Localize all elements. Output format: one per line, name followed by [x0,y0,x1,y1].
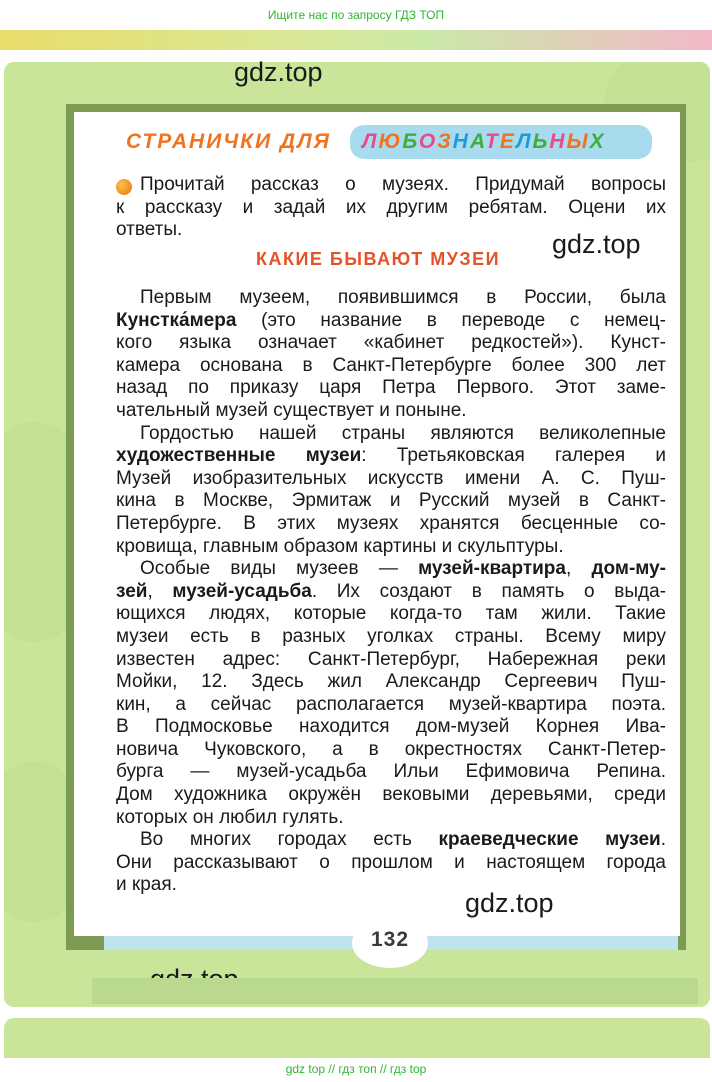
header-letter: Ы [566,130,590,153]
story-fragment: известен адрес: Санкт-Петербург, Набережная реки [116,648,666,670]
story-fragment: . [660,829,666,851]
section-header [126,125,666,159]
story-line [116,558,666,581]
story-fragment: кин, а сейчас располагается музей-квартира поэта. [116,693,666,715]
bottom-green-band [92,978,698,1004]
story-line [116,513,666,536]
header-letter: Х [589,130,606,153]
story-line [116,468,666,491]
bold-term: Кунстка́мера [116,309,237,331]
story-fragment: Мойки, 12. Здесь жил Александр Сергеевич Пуш- [116,671,666,693]
story-fragment: Во многих городах есть [140,829,439,851]
task-line: Прочитай рассказ о музеях. Придумай вопросы [140,174,666,195]
story-line [116,716,666,739]
story-fragment: Особые виды музеев — [140,558,419,580]
story-line [116,490,666,513]
story-fragment: Гордостью нашей страны являются великолепные [140,422,666,444]
story-line [116,377,666,400]
next-page-edge [4,1018,710,1058]
story-text [116,287,666,897]
header-letter: Т [484,130,500,153]
story-fragment: (это название в переводе с немец- [236,309,666,331]
story-line [116,829,666,852]
header-letter: Ю [378,130,403,153]
story-line [116,603,666,626]
story-fragment: ющихся людях, которые когда-то там жили. Такие [116,603,666,625]
task-line: к рассказу и задай их другим ребятам. Оцени их [116,196,666,218]
story-line [116,852,666,875]
bold-term: зей [116,580,148,602]
story-line [116,807,666,830]
bold-term: краеведческие музеи [438,829,661,851]
bold-term: музей-усадьба [172,580,312,602]
story-line [116,874,666,897]
header-letter: О [418,130,438,153]
story-fragment: и края. [116,874,177,896]
story-line [116,694,666,717]
bold-term: музей-квартира [418,558,566,580]
story-fragment: назад по приказу царя Петра Первого. Этот заме- [116,377,666,399]
story-line [116,445,666,468]
story-fragment: музеи есть в разных уголках страны. Всему миру [116,625,666,647]
task-line: ответы. [116,219,183,240]
header-part1: СТРАНИЧКИ ДЛЯ [126,130,331,153]
header-letter: Б [402,130,419,153]
header-letter: Н [452,130,470,153]
footer [0,1058,712,1082]
story-fragment: Дом художника окружён вековыми деревьями, среди [116,784,666,806]
story-line [116,761,666,784]
story-line [116,784,666,807]
header-letter: З [437,130,453,153]
story-line [116,287,666,310]
story-line [116,649,666,672]
decorative-strip [0,30,712,50]
header-letter: Л [516,130,533,153]
orange-bullet-icon [116,179,132,195]
header-letter: Н [549,130,567,153]
story-line [116,626,666,649]
story-line [116,355,666,378]
story-fragment: бурга — музей-усадьба Ильи Ефимовича Репина. [116,761,666,783]
story-title: КАКИЕ БЫВАЮТ МУЗЕИ [256,249,501,269]
top-banner-text: Ищите нас по запросу ГДЗ ТОП [267,8,445,22]
story-fragment: Они рассказывают о прошлом и настоящем города [116,851,666,873]
story-fragment: , [147,580,173,602]
story-fragment: Петербурге. В этих музеях хранятся бесценные со- [116,512,666,534]
task-text [116,174,666,242]
story-fragment: , [565,558,592,580]
story-fragment: : Третьяковская галерея и [361,445,666,467]
header-letter: А [469,130,485,153]
watermark: gdz.top [234,57,323,87]
story-line [116,739,666,762]
header-part2 [362,125,606,159]
bold-term: дом-му- [591,558,666,580]
header-letter: Л [362,130,379,153]
header-letter: Е [499,130,517,153]
top-banner [0,0,712,30]
story-line [116,310,666,333]
story-fragment: Первым музеем, появившимся в России, была [140,287,666,308]
story-line [116,581,666,604]
header-letter: Ь [532,130,550,153]
story-fragment: которых он любил гулять. [116,806,344,828]
story-fragment: чательный музей существует и поныне. [116,399,467,421]
story-fragment: . Их создают в память о выда- [311,580,666,602]
footer-text: gdz top // гдз топ // гдз top [285,1062,427,1076]
story-line [116,671,666,694]
story-fragment: камера основана в Санкт-Петербурге более 300 лет [116,354,666,376]
story-fragment: кровища, главным образом картины и скульптуры. [116,535,564,557]
page-number: 132 [370,928,410,951]
story-fragment: В Подмосковье находится дом-музей Корнея Ива- [116,716,666,738]
story-fragment: кого языка означает «кабинет редкостей»). Кунст- [116,332,666,354]
watermark: gdz.top [465,888,554,918]
watermark: gdz.top [552,229,641,259]
story-fragment: Музей изобразительных искусств имени А. С. Пуш- [116,467,666,489]
story-line [116,332,666,355]
bold-term: художественные музеи [116,445,362,467]
story-line [116,400,666,423]
story-fragment: кина в Москве, Эрмитаж и Русский музей в Санкт- [116,490,666,512]
story-fragment: новича Чуковского, а в окрестностях Санкт-Петер- [116,738,666,760]
story-line [116,536,666,559]
story-line [116,423,666,446]
